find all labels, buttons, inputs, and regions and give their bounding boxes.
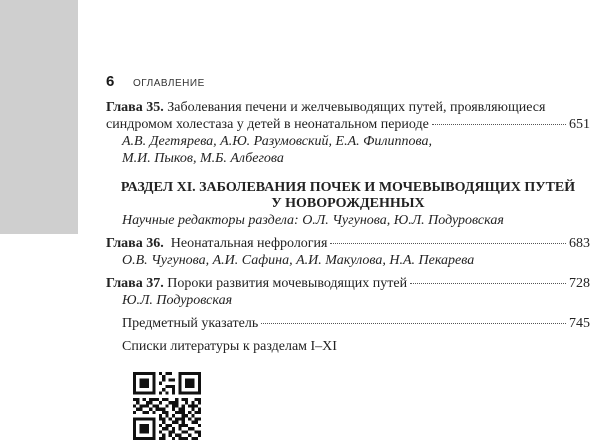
subject-index-entry — [122, 316, 590, 332]
chapter-37-page: 728 — [569, 276, 590, 291]
subject-index-title: Предметный указатель — [122, 316, 259, 331]
page-number: 6 — [106, 73, 115, 90]
chapter-35-title: Заболевания печени и желчевыводящих путей, проявляющиеся — [167, 100, 546, 115]
chapter-35-title-line-1 — [106, 100, 545, 116]
dot-leader — [432, 124, 566, 125]
references-entry: Списки литературы к разделам I–XI — [122, 339, 337, 354]
chapter-35-authors-line-1: А.В. Дегтярева, А.Ю. Разумовский, Е.А. Филиппова, — [122, 134, 432, 149]
dot-leader — [261, 323, 566, 324]
chapter-36-entry — [106, 236, 590, 252]
qr-code-icon — [133, 372, 201, 440]
chapter-37-title: Пороки развития мочевыводящих путей — [167, 276, 408, 291]
chapter-36-title: Неонатальная нефрология — [170, 236, 328, 251]
section-11-editors: Научные редакторы раздела: О.Л. Чугунова, Ю.Л. Подуровская — [122, 213, 504, 228]
chapter-36-page: 683 — [569, 236, 590, 251]
chapter-35-page: 651 — [569, 117, 590, 132]
chapter-36-authors: О.В. Чугунова, А.И. Сафина, А.И. Макулова, Н.А. Пекарева — [122, 253, 475, 268]
chapter-35-authors-line-2: М.И. Пыков, М.Б. Албегова — [122, 151, 284, 166]
running-head: ОГЛАВЛЕНИЕ — [133, 78, 205, 89]
chapter-36-label: Глава 36. — [106, 236, 164, 251]
chapter-35-title-line-2 — [106, 117, 590, 133]
dot-leader — [330, 243, 566, 244]
chapter-37-authors: Ю.Л. Подуровская — [122, 293, 233, 308]
dot-leader — [410, 283, 566, 284]
chapter-35-title-cont: синдромом холестаза у детей в неонатальном периоде — [106, 117, 429, 132]
chapter-37-label: Глава 37. — [106, 276, 164, 291]
subject-index-page: 745 — [569, 316, 590, 331]
chapter-37-entry — [106, 276, 590, 292]
section-11-title-line-1: РАЗДЕЛ XI. ЗАБОЛЕВАНИЯ ПОЧЕК И МОЧЕВЫВОДЯЩИХ ПУТЕЙ — [120, 180, 576, 195]
side-tab-bar — [0, 0, 78, 234]
chapter-35-label: Глава 35. — [106, 100, 164, 115]
section-11-title-line-2: У НОВОРОЖДЕННЫХ — [271, 196, 425, 211]
